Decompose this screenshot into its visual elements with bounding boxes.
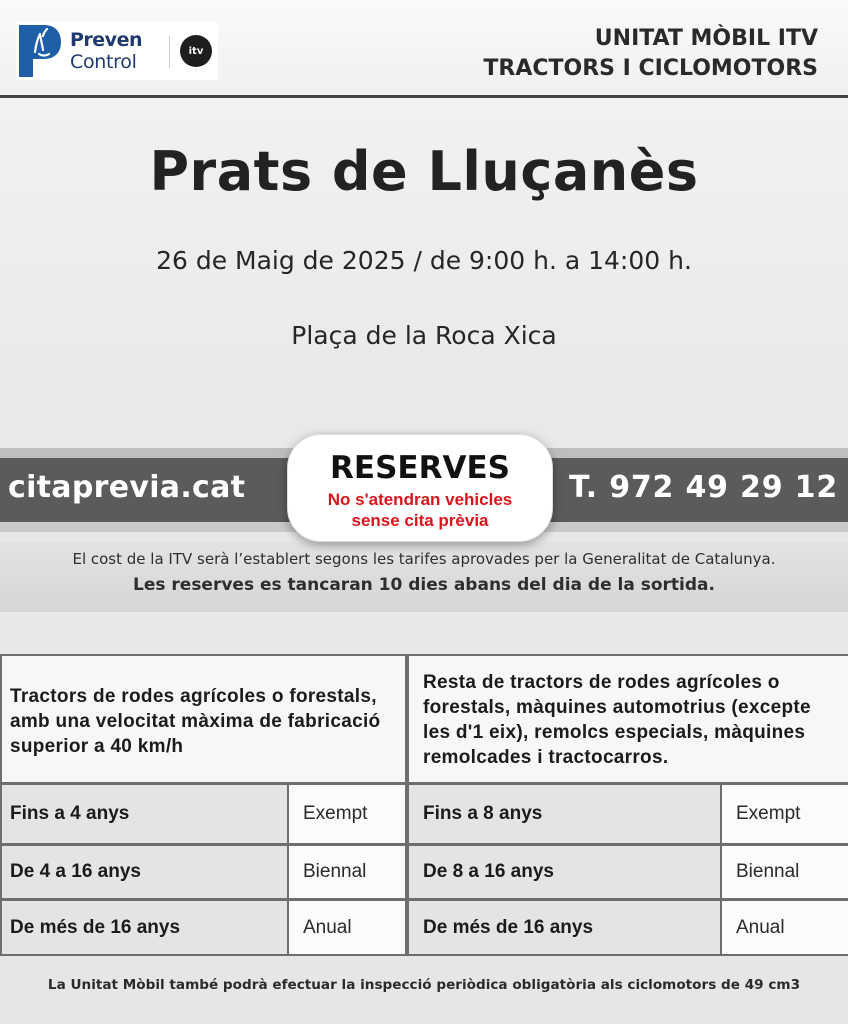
footer-note: La Unitat Mòbil també podrà efectuar la inspecció periòdica obligatòria als ciclomotors de 49 cm3	[47, 977, 801, 993]
header-title-line1: UNITAT MÒBIL ITV	[594, 26, 818, 51]
left-row-label: De més de 16 anys	[2, 901, 287, 954]
right-row-label: De 8 a 16 anys	[409, 846, 720, 898]
cost-notice: El cost de la ITV serà l’establert segons les tarifes aprovades per la Generalitat de Catalunya.	[72, 550, 776, 568]
left-row-label: Fins a 4 anys	[2, 785, 287, 843]
logo-divider	[169, 36, 170, 68]
event-location: Plaça de la Roca Xica	[291, 321, 557, 350]
left-row-label: De 4 a 16 anys	[2, 846, 287, 898]
town-title: Prats de Lluçanès	[149, 140, 699, 203]
reserves-warning-line1: No s'atendran vehicles	[327, 490, 513, 509]
logo-control-text: Control	[70, 50, 137, 73]
header-title	[483, 24, 818, 84]
left-column-header: Tractors de rodes agrícoles o forestals, amb una velocitat màxima de fabricació superior a 40 km/h	[2, 656, 405, 782]
left-row-value: Exempt	[289, 785, 405, 843]
booking-phone[interactable]: T. 972 49 29 12	[569, 470, 838, 505]
logo	[16, 22, 218, 80]
header	[0, 0, 848, 98]
right-row-label: De més de 16 anys	[409, 901, 720, 954]
booking-website-link[interactable]: citaprevia.cat	[8, 470, 246, 505]
left-row-value: Anual	[289, 901, 405, 954]
reserves-warning-line2: sense cita prèvia	[351, 511, 489, 530]
logo-preven-text: Preven	[70, 28, 142, 51]
preven-control-p-icon	[18, 24, 62, 78]
closing-notice: Les reserves es tancaran 10 dies abans del dia de la sortida.	[133, 575, 715, 595]
inspection-table	[0, 654, 848, 956]
right-column-header: Resta de tractors de rodes agrícoles o forestals, màquines automotrius (excepte les d'1 eix), remolcs especials, màquines remolcades i tractocarros.	[409, 656, 848, 782]
right-row-label: Fins a 8 anys	[409, 785, 720, 843]
logo-wordmark	[70, 28, 142, 73]
header-title-line2: TRACTORS I CICLOMOTORS	[483, 56, 818, 81]
itv-badge-icon: itv	[180, 35, 212, 67]
right-row-value: Exempt	[722, 785, 848, 843]
left-row-value: Biennal	[289, 846, 405, 898]
right-row-value: Biennal	[722, 846, 848, 898]
reserves-pill	[287, 434, 553, 542]
event-date-time: 26 de Maig de 2025 / de 9:00 h. a 14:00 h.	[156, 246, 692, 275]
reserves-title: RESERVES	[330, 450, 510, 486]
right-row-value: Anual	[722, 901, 848, 954]
